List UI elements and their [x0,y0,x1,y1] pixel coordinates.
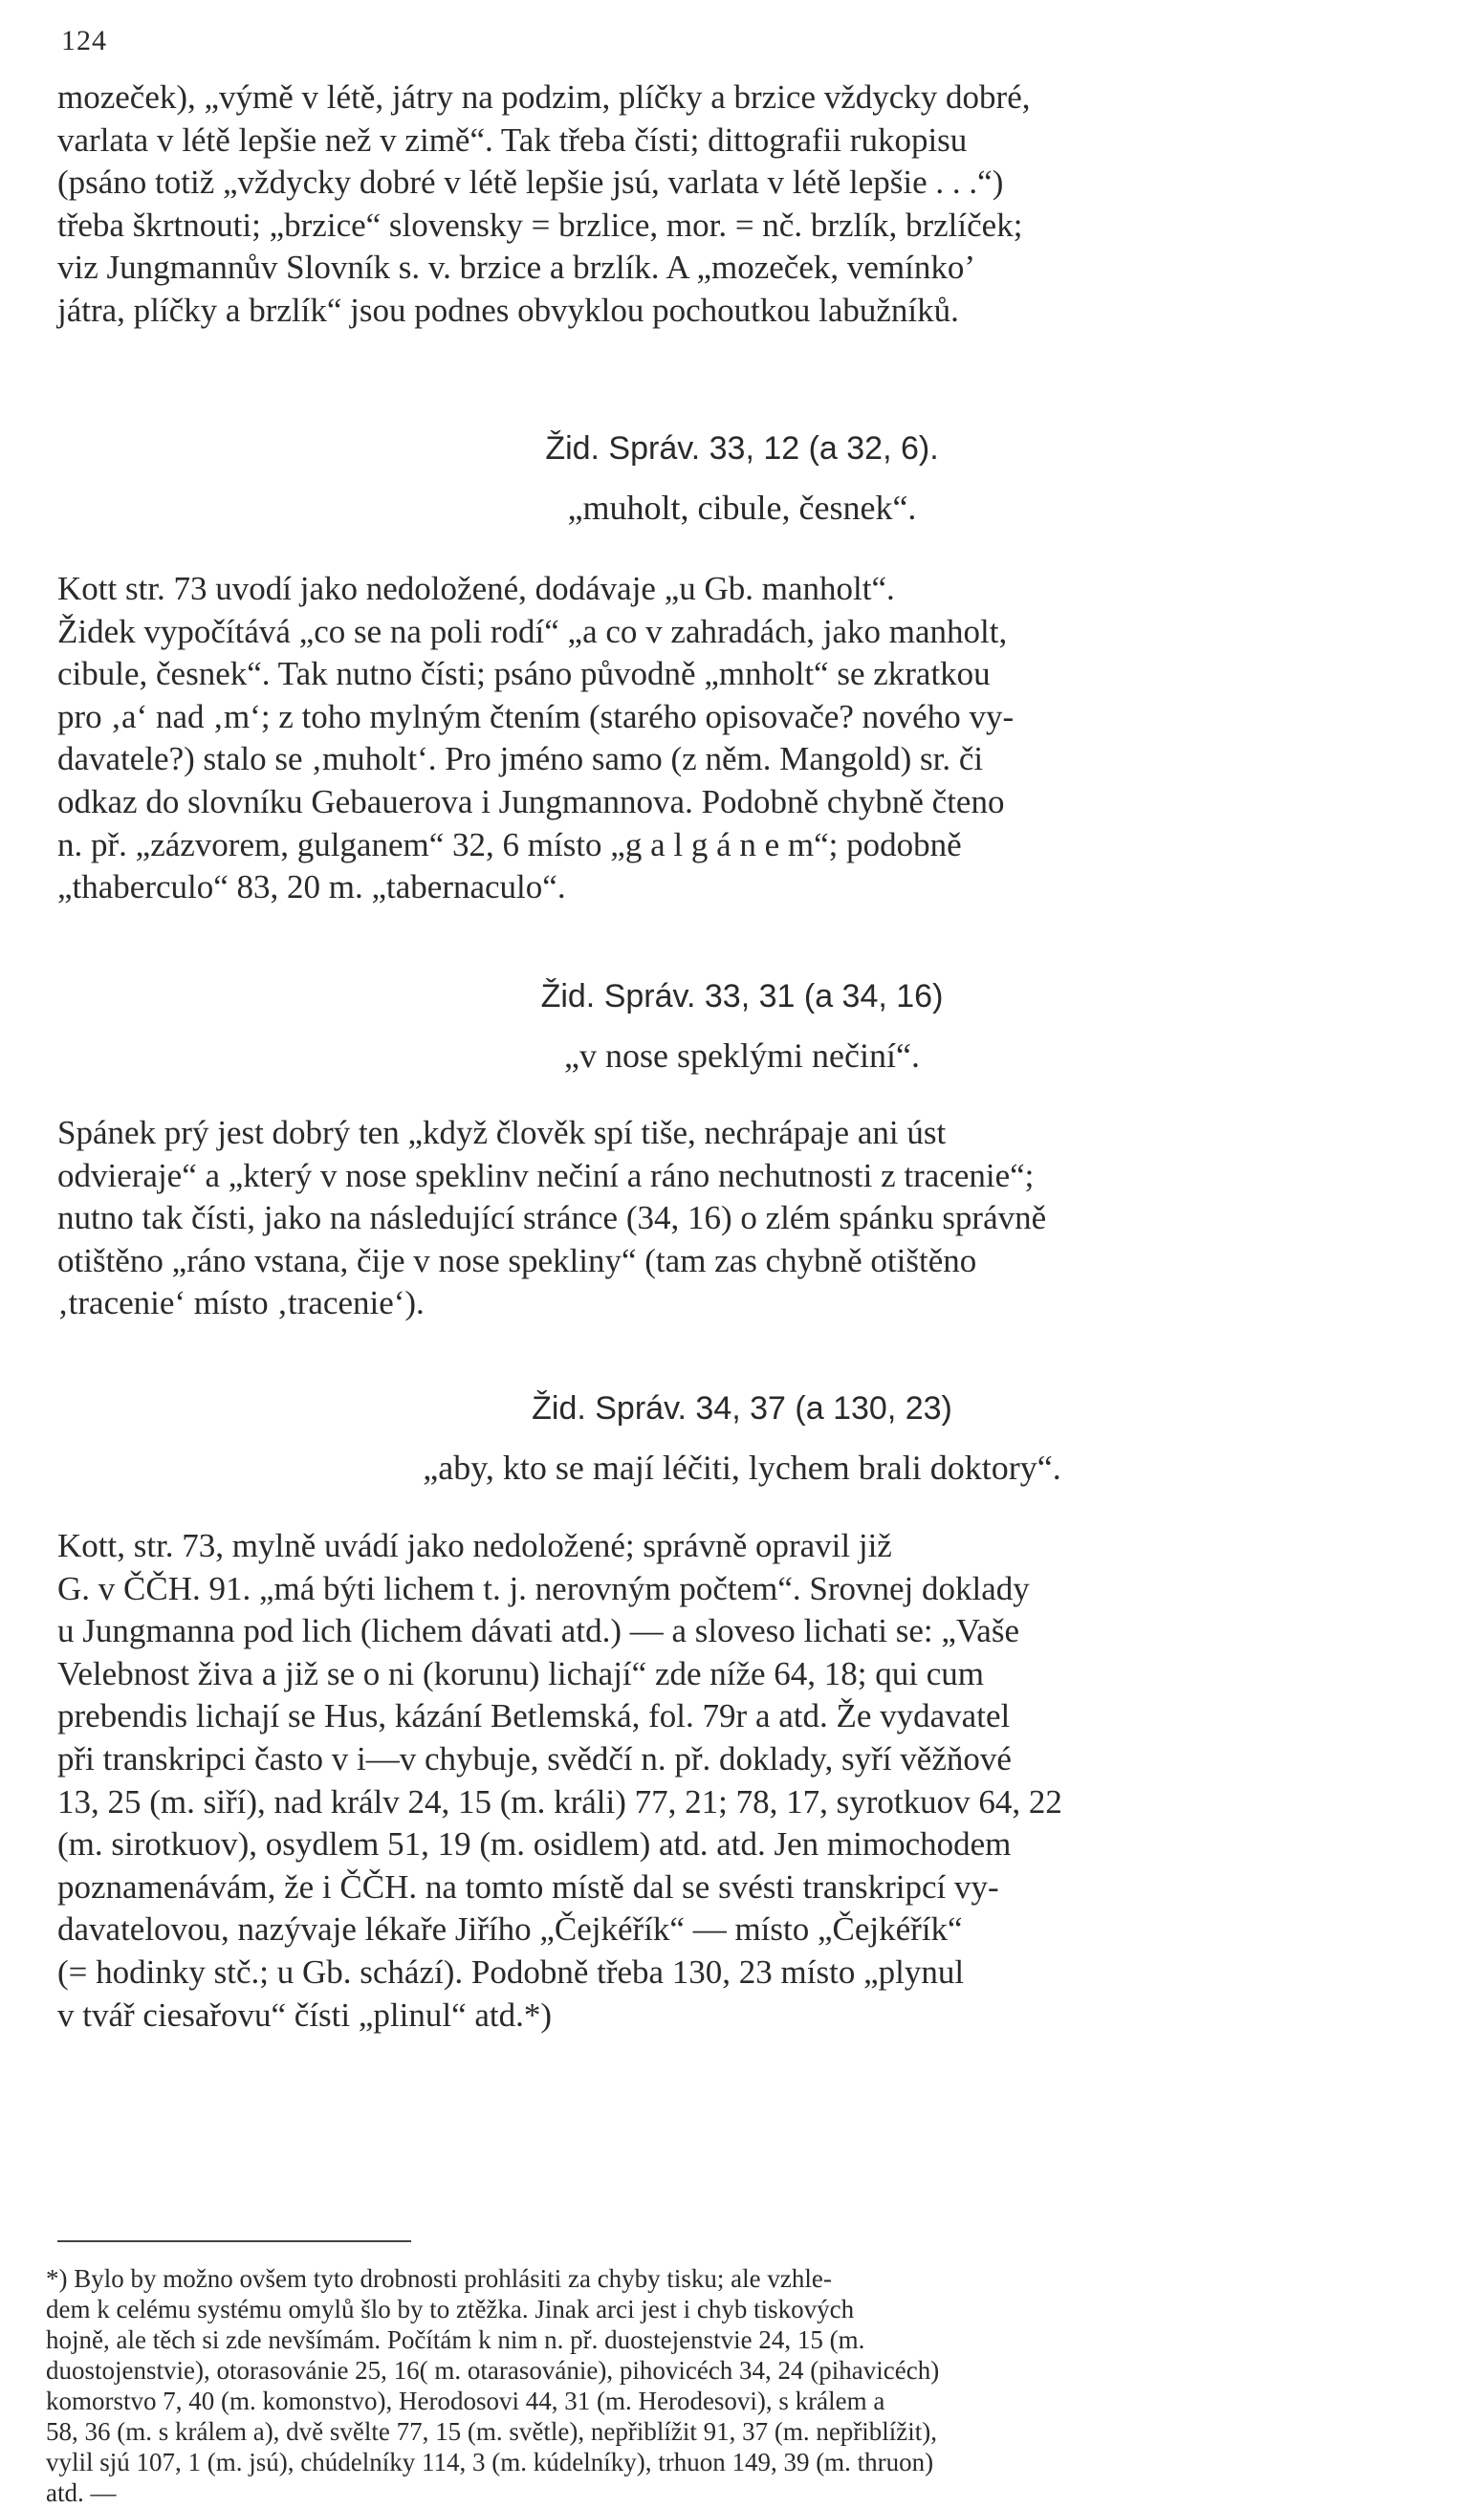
text-line: (psáno totiž „vždycky dobré v létě lepšie jsú, varlata v létě lepšie . . .“) [57,164,1004,202]
text-line: u Jungmanna pod lich (lichem dávati atd.) — a sloveso lichati se: „Vaše [57,1612,1019,1650]
text-line: játra, plíčky a brzlík“ jsou podnes obvyklou pochoutkou labužníků. [57,291,959,329]
text-line: otištěno „ráno vstana, čije v nose spekliny“ (tam zas chybně otištěno [57,1241,977,1279]
text-line: nutno tak čísti, jako na následující stránce (34, 16) o zlém spánku správně [57,1199,1047,1237]
text-line: G. v ČČH. 91. „má býti lichem t. j. nerovným počtem“. Srovnej doklady [57,1569,1030,1607]
text-line: Kott str. 73 uvodí jako nedoložené, dodávaje „u Gb. manholt“. [57,570,895,607]
footnote-line: komorstvo 7, 40 (m. komonstvo), Herodosovi 44, 31 (m. Herodesovi), s králem a [46,2387,885,2415]
text-line: cibule, česnek“. Tak nutno čísti; psáno původně „mnholt“ se zkratkou [57,655,991,693]
section-2-body [57,1112,1434,1325]
text-line: Kott, str. 73, mylně uvádí jako nedoložené; správně opravil již [57,1527,892,1564]
text-line: n. př. „zázvorem, gulganem“ 32, 6 místo „g a l g á n e m“; podobně [57,825,962,863]
section-2-reference: Žid. Správ. 33, 31 (a 34, 16) [540,978,944,1014]
text-line: (m. sirotkuov), osydlem 51, 19 (m. osidlem) atd. atd. Jen mimochodem [57,1825,1012,1864]
section-2-quote: „v nose speklými nečiní“. [564,1036,920,1075]
text-line: viz Jungmannův Slovník s. v. brzice a brzlík. A „mozeček, vemínko’ [57,249,976,287]
footnote-line: dem k celému systému omylů šlo by to ztěžka. Jinak arci jest i chyb tiskových [46,2295,855,2323]
section-1-reference: Žid. Správ. 33, 12 (a 32, 6). [545,430,939,467]
text-line: davatele?) stalo se ‚muholt‘. Pro jméno samo (z něm. Mangold) sr. či [57,740,984,778]
text-line: ‚tracenie‘ místo ‚tracenie‘). [57,1284,425,1322]
text-line: v tvář ciesařovu“ čísti „plinul“ atd.*) [57,1995,553,2034]
text-line: poznamenávám, že i ČČH. na tomto místě dal se svésti transkripcí vy- [57,1867,999,1906]
text-line: prebendis lichají se Hus, kázání Betlemská, fol. 79r a atd. Že vydavatel [57,1697,1011,1735]
text-line: odvieraje“ a „který v nose speklinv nečiní a ráno nechutnosti z tracenie“; [57,1156,1035,1194]
text-line: Velebnost živa a již se o ni (korunu) lichají“ zde níže 64, 18; qui cum [57,1654,985,1692]
text-line: (= hodinky stč.; u Gb. schází). Podobně třeba 130, 23 místo „plynul [57,1952,965,1991]
text-line: při transkripci často v i—v chybuje, svědčí n. př. doklady, syří věžňové [57,1739,1012,1777]
footnote [46,2263,1432,2508]
intro-paragraph [57,76,1434,333]
footnote-line: atd. — [46,2478,117,2507]
footnote-line: *) Bylo by možno ovšem tyto drobnosti prohlásiti za chyby tisku; ale vzhle- [46,2264,832,2293]
section-1-body [57,568,1434,909]
section-3-body [57,1525,1434,2037]
footnote-line: 58, 36 (m. s králem a), dvě svělte 77, 15 (m. světle), nepřiblížit 91, 37 (m. nepřiblížit), [46,2417,938,2446]
section-1-quote: „muholt, cibule, česnek“. [567,489,917,527]
text-line: pro ‚a‘ nad ‚m‘; z toho mylným čtením (starého opisovače? nového vy- [57,697,1015,735]
text-line: Židek vypočítává „co se na poli rodí“ „a co v zahradách, jako manholt, [57,612,1008,650]
text-line: 13, 25 (m. siří), nad králv 24, 15 (m. králi) 77, 21; 78, 17, syrotkuov 64, 22 [57,1782,1062,1821]
text-line: třeba škrtnouti; „brzice“ slovensky = brzlice, mor. = nč. brzlík, brzlíček; [57,206,1023,244]
section-3-quote: „aby, kto se mají léčiti, lychem brali doktory“. [423,1449,1061,1487]
text-line: odkaz do slovníku Gebauerova i Jungmannova. Podobně chybně čteno [57,782,1005,820]
text-line: mozeček), „výmě v létě, játry na podzim, plíčky a brzice vždycky dobré, [57,78,1031,116]
footnote-line: duostojenstvie), otorasovánie 25, 16( m. otarasovánie), pihovicéch 34, 24 (pihavicéch) [46,2356,940,2385]
text-line: Spánek prý jest dobrý ten „když člověk spí tiše, nechrápaje ani úst [57,1114,947,1151]
section-3-reference: Žid. Správ. 34, 37 (a 130, 23) [532,1390,952,1427]
text-line: davatelovou, nazývaje lékaře Jiřího „Čejkéřík“ — místo „Čejkéřík“ [57,1910,963,1949]
footnote-divider [57,2240,411,2242]
footnote-line: hojně, ale těch si zde nevšímám. Počítám k nim n. př. duostejenstvie 24, 15 (m. [46,2325,865,2354]
footnote-line: vylil sjú 107, 1 (m. jsú), chúdelníky 114, 3 (m. kúdelníky), trhuon 149, 39 (m. thruon) [46,2448,934,2476]
text-line: „thaberculo“ 83, 20 m. „tabernaculo“. [57,868,566,906]
page-number: 124 [61,25,107,56]
text-line: varlata v létě lepšie než v zimě“. Tak třeba čísti; dittografii rukopisu [57,120,968,159]
